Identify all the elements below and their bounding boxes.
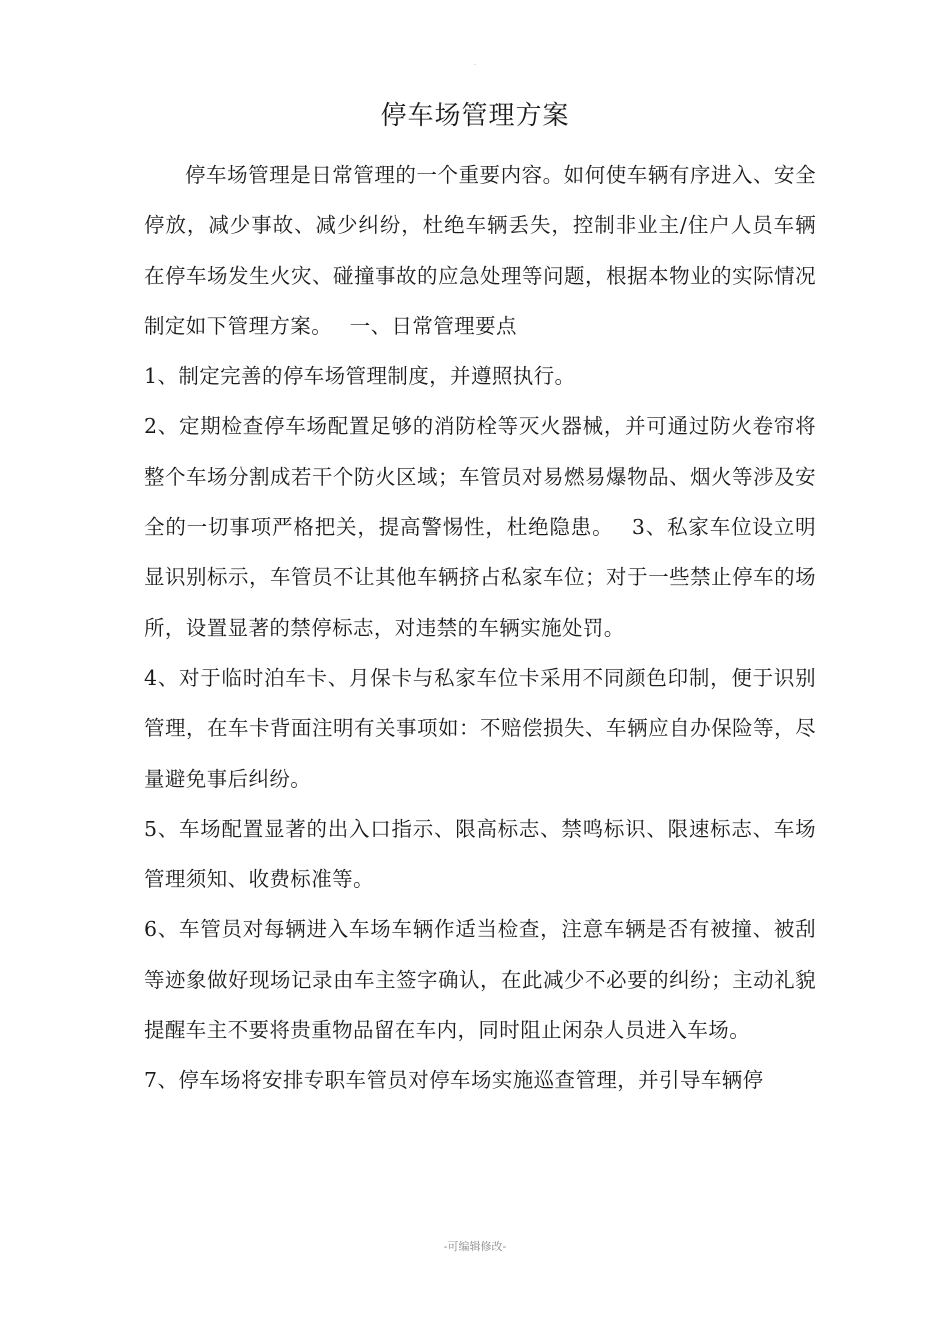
list-item-1: 1、制定完善的停车场管理制度，并遵照执行。 <box>144 364 576 389</box>
document-title: 停车场管理方案 <box>380 101 570 131</box>
list-item-4: 4、对于临时泊车卡、月保卡与私家车位卡采用不同颜色印制，便于识别管理，在车卡背面注明有关事项如：不赔偿损失、车辆应自办保险等，尽量避免事后纠纷。 <box>144 665 816 791</box>
list-item-7: 7、停车场将安排专职车管员对停车场实施巡查管理，并引导车辆停 <box>144 1068 764 1093</box>
list-item-2: 2、定期检查停车场配置足够的消防栓等灭火器械，并可通过防火卷帘将整个车场分割成若干个防火区域；车管员对易燃易爆物品、烟火等涉及安全的一切事项严格把关，提高警惕性，杜绝隐患。 3、私家车位设立明显识别标示，车管员不让其他车辆挤占私家车位；对于一些禁止停车的场所，设置显著的禁停标志，对违禁的车辆实施处罚。 <box>144 414 816 640</box>
page-footer: -可编辑修改- <box>443 1240 507 1253</box>
intro-paragraph: 停车场管理是日常管理的一个重要内容。如何使车辆有序进入、安全停放，减少事故、减少纠纷，杜绝车辆丢失，控制非业主/住户人员车辆在停车场发生火灾、碰撞事故的应急处理等问题，根据本物业的实际情况制定如下管理方案。 一、日常管理要点 <box>144 163 816 338</box>
list-item-6: 6、车管员对每辆进入车场车辆作适当检查，注意车辆是否有被撞、被刮等迹象做好现场记录由车主签字确认，在此减少不必要的纠纷；主动礼貌提醒车主不要将贵重物品留在车内，同时阻止闲杂人员进入车场。 <box>144 917 816 1043</box>
list-item-5: 5、车场配置显著的出入口指示、限高标志、禁鸣标识、限速标志、车场管理须知、收费标准等。 <box>144 816 816 892</box>
document-body <box>144 150 816 1106</box>
page-top-mark: . <box>473 58 477 67</box>
